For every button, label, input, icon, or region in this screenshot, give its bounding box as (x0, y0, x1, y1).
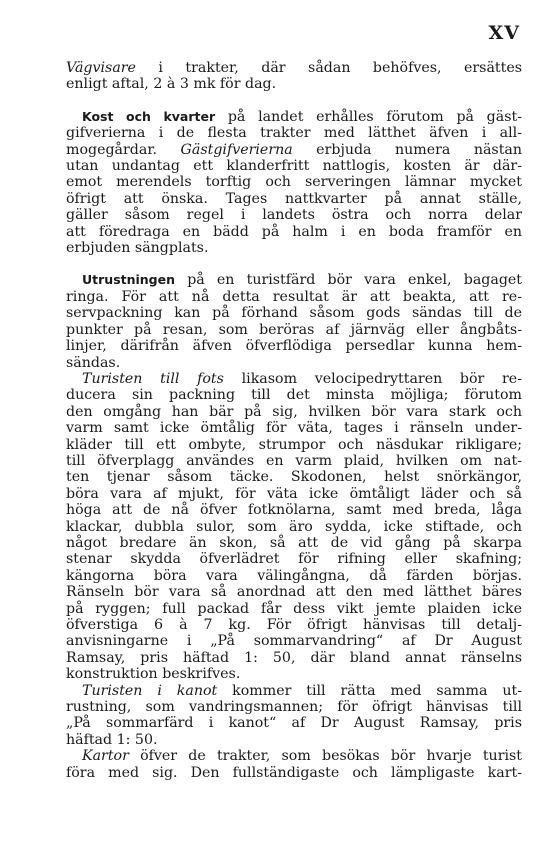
italic-phrase: Turisten till fots (82, 370, 224, 387)
text-line (66, 60, 522, 76)
text-line (66, 617, 522, 633)
text-segment: gäller såsom regel i landets östra och norra delar (66, 207, 522, 224)
text-segment: häftad 1: 50. (66, 731, 158, 748)
text-segment: utan undantag ett klanderfritt nattlogis, kosten är där- (66, 158, 522, 175)
text-line (66, 338, 522, 354)
text-segment: enligt aftal, 2 à 3 mk för dag. (66, 76, 277, 93)
text-line (66, 158, 522, 174)
text-segment: på landet erhålles förutom på gäst- (215, 108, 523, 125)
text-line (66, 437, 522, 453)
text-segment: öfverstiga 6 à 7 kg. För öfrigt hänvisas till detalj- (66, 617, 522, 633)
text-line (66, 355, 522, 371)
text-segment: mogegårdar. (66, 141, 181, 158)
italic-phrase: Turisten i kanot (82, 682, 218, 699)
text-segment: gifverierna i de flesta trakter med lätthet äfven i all- (66, 125, 522, 142)
text-line (66, 748, 522, 764)
text-segment: något bredare än skon, så att de vid gång på skarpa (66, 534, 522, 551)
text-line (66, 174, 522, 190)
text-line (66, 289, 522, 305)
text-line (66, 207, 522, 223)
text-segment: stenar skydda öfverlädret för rifning eller skafning; (66, 551, 522, 568)
section-heading: Utrustningen (82, 272, 176, 288)
text-segment: på en turistfärd bör vara enkel, bagaget (175, 272, 522, 289)
text-segment: rustning, som vandringsmannen; för öfrigt hänvisas till (66, 699, 522, 716)
text-segment: erbjuden sängplats. (66, 240, 209, 257)
paragraph-gap (66, 93, 522, 109)
paragraph-gap (66, 256, 522, 272)
text-segment: ten tjenar såsom täcke. Skodonen, helst snörkängor, (66, 469, 522, 486)
text-line (66, 551, 522, 567)
text-segment: kängorna böra vara välingångna, då färden börjas. (66, 567, 522, 584)
italic-phrase: Kartor (82, 748, 129, 765)
text-line (66, 732, 522, 748)
text-line (66, 584, 522, 600)
text-line (66, 535, 522, 551)
text-segment: den omgång han bär på sig, hvilken bör vara stark och (66, 403, 522, 420)
text-segment: att föredraga en bädd på halm i en boda framför en (66, 223, 522, 240)
text-segment: sändas. (66, 354, 121, 371)
text-segment: emot merendels torftig och serveringen lämnar mycket (66, 174, 522, 191)
text-line (66, 633, 522, 649)
text-line (66, 486, 522, 502)
text-line (66, 601, 522, 617)
text-segment: höga att de nå öfver fotknölarna, samt med breda, låga (66, 502, 522, 519)
page-number: XV (488, 22, 520, 44)
text-segment: till öfverplagg användes en varm plaid, hvilken om nat- (66, 452, 522, 469)
text-line (66, 502, 522, 518)
text-line (66, 715, 522, 731)
text-line (66, 142, 522, 158)
text-line (66, 272, 522, 288)
text-segment: erbjuda numera nästan (292, 141, 523, 158)
text-segment: föra med sig. Den fullständigaste och lämpligaste kart- (66, 764, 522, 781)
text-line (66, 420, 522, 436)
text-segment: servpackning kan på förhand såsom gods sändas till de (66, 305, 522, 322)
text-segment: Ränseln bör vara så anordnad att den med lätthet bäres (66, 584, 522, 601)
text-line (66, 453, 522, 469)
text-line (66, 699, 522, 715)
text-line (66, 109, 522, 125)
text-segment: Ramsay, pris häftad 1: 50, där bland annat ränselns (66, 649, 522, 666)
text-segment: ringa. För att nå detta resultat är att beakta, att re- (66, 288, 522, 305)
text-segment: i trakter, där sådan behöfves, ersättes (135, 60, 522, 76)
text-segment: ducera sin packning till det minsta möjliga; förutom (66, 387, 522, 404)
text-line (66, 519, 522, 535)
text-line (66, 765, 522, 781)
text-segment: öfver de trakter, som besökas bör hvarje turist (128, 748, 522, 765)
text-segment: varm samt icke ömtålig för väta, tages i ränseln under- (66, 420, 522, 437)
text-line (66, 224, 522, 240)
text-line (66, 305, 522, 321)
text-line (66, 650, 522, 666)
body-text (66, 60, 522, 781)
text-line (66, 76, 522, 92)
text-line (66, 469, 522, 485)
italic-phrase: Gästgifverierna (180, 141, 293, 158)
text-line (66, 666, 522, 682)
text-line (66, 387, 522, 403)
text-line (66, 240, 522, 256)
text-segment: kläder till ett ombyte, strumpor och näsdukar rikligare; (66, 436, 522, 453)
text-segment: kommer till rätta med samma ut- (217, 682, 522, 699)
text-segment: klackar, dubbla sulor, som äro sydda, icke stiftade, och (66, 518, 522, 535)
text-line (66, 683, 522, 699)
text-segment: linjer, därifrån äfven öfverflödiga persedlar kunna hem- (66, 338, 522, 355)
section-heading: Kost och kvarter (82, 108, 216, 124)
text-line (66, 191, 522, 207)
text-line (66, 322, 522, 338)
text-line (66, 371, 522, 387)
italic-phrase: Vägvisare (66, 60, 136, 76)
text-segment: „På sommarfärd i kanot“ af Dr August Ramsay, pris (66, 715, 522, 732)
text-line (66, 404, 522, 420)
text-segment: punkter på resan, som beröras af järnväg eller ångbåts- (66, 321, 522, 338)
text-line (66, 125, 522, 141)
text-segment: öfrigt att önska. Tages nattkvarter på annat ställe, (66, 190, 522, 207)
text-line (66, 568, 522, 584)
text-segment: likasom velocipedryttaren bör re- (223, 370, 522, 387)
text-segment: böra vara af mjukt, för väta icke ömtåligt läder och så (66, 485, 522, 502)
text-segment: anvisningarne i „På sommarvandring“ af Dr August (66, 633, 522, 650)
text-segment: på ryggen; full packad får dess vikt jemte plaiden icke (66, 600, 522, 617)
text-segment: konstruktion beskrifves. (66, 666, 241, 683)
